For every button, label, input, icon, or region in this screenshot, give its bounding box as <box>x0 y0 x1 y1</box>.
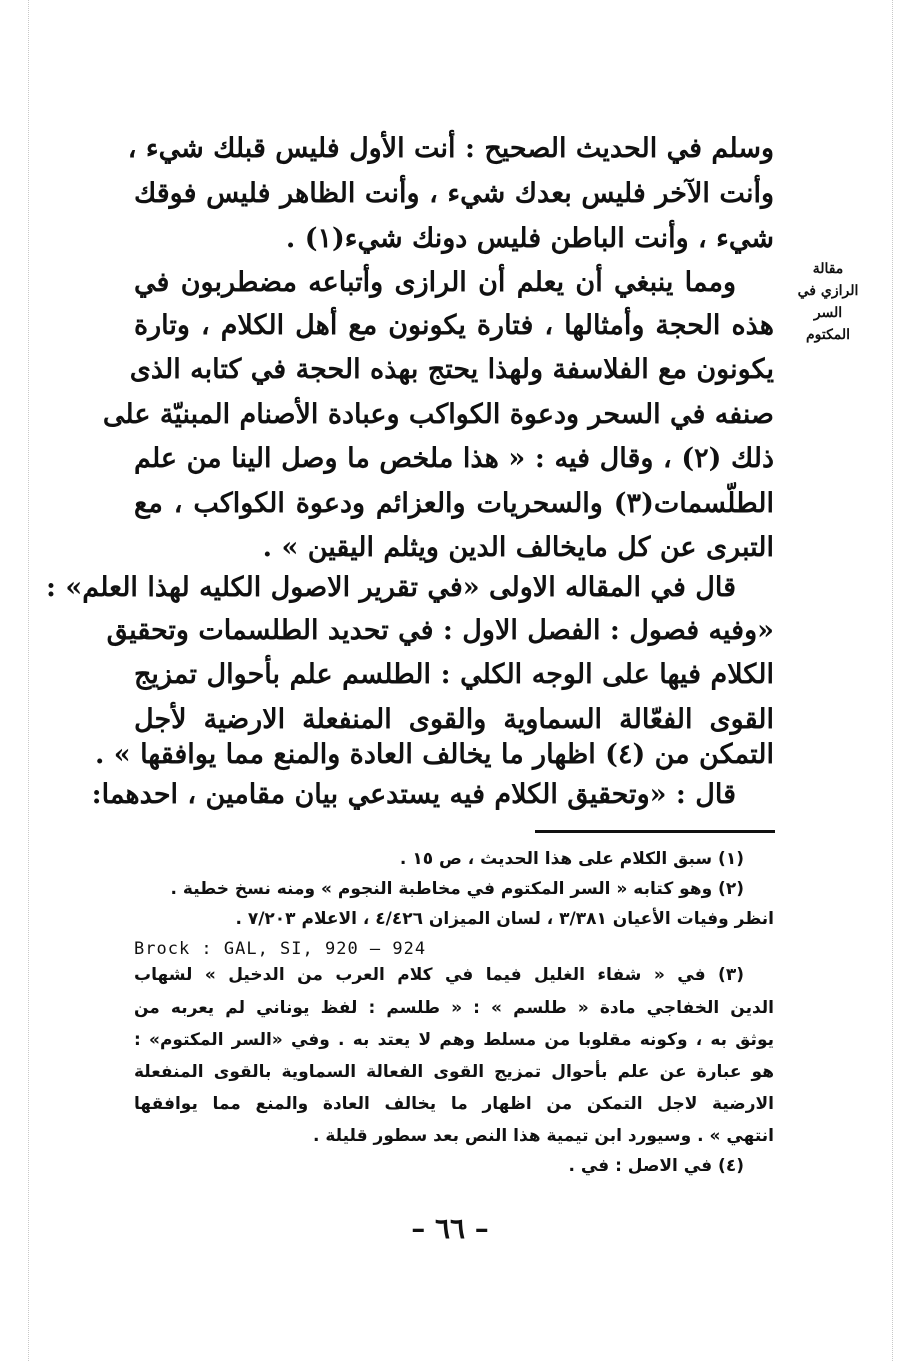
footnote-reference: Brock : GAL, SI, 920 — 924 <box>134 939 427 959</box>
scan-guide-line <box>28 0 29 1361</box>
text-line: الطلّسمات(٣) والسحريات والعزائم ودعوة الكواكب ، مع <box>134 488 774 519</box>
footnote-line: الدين الخفاجي مادة « طلسم » : « طلسم : لفظ يوناني لم يعربه من <box>134 998 774 1018</box>
text-line: وسلم في الحديث الصحيح : أنت الأول فليس قبلك شيء ، <box>127 133 774 164</box>
text-line: الكلام فيها على الوجه الكلي : الطلسم علم بأحوال تمزيج <box>134 659 774 690</box>
text-line: ومما ينبغي أن يعلم أن الرازى وأتباعه مضطربون في <box>134 267 736 298</box>
footnote-line: انظر وفيات الأعيان ٣/٣٨١ ، لسان الميزان ٤/٤٢٦ ، الاعلام ٧/٢٠٣ . <box>235 909 774 929</box>
text-line: قال : «وتحقيق الكلام فيه يستدعي بيان مقامين ، احدهما: <box>91 779 736 810</box>
page-number: – ٦٦ – <box>411 1212 489 1245</box>
footnote-line: (١) سبق الكلام على هذا الحديث ، ص ١٥ . <box>399 849 744 869</box>
text-line: هذه الحجة وأمثالها ، فتارة يكونون مع أهل الكلام ، وتارة <box>134 310 774 341</box>
footnote-separator <box>535 830 775 833</box>
footnote-line: يوثق به ، وكونه مقلوبا من مسلط وهم لا يعتد به . وفي «السر المكتوم» : <box>134 1030 774 1050</box>
text-line: قال في المقاله الاولى «في تقرير الاصول الكليه لهذا العلم» : <box>46 572 736 603</box>
footnote-line: هو عبارة عن علم بأحوال تمزيج القوى الفعالة السماوية بالقوى المنفعلة <box>134 1062 774 1082</box>
footnote-line: الارضية لاجل التمكن من اظهار ما يخالف العادة والمنع مما يوافقها <box>134 1094 774 1114</box>
text-line: شيء ، وأنت الباطن فليس دونك شيء(١) . <box>285 223 774 254</box>
text-line: يكونون مع الفلاسفة ولهذا يحتج بهذه الحجة في كتابه الذى <box>129 354 774 385</box>
text-line: التبرى عن كل مايخالف الدين ويثلم اليقين » . <box>262 532 774 563</box>
footnote-line: (٢) وهو كتابه « السر المكتوم في مخاطبة النجوم » ومنه نسخ خطية . <box>170 879 744 899</box>
text-line: القوى الفعّالة السماوية والقوى المنفعلة الارضية لأجل <box>134 704 774 735</box>
text-line: صنفه في السحر ودعوة الكواكب وعبادة الأصنام المبنيّة على <box>102 399 774 430</box>
margin-note-line: الرازي في السر <box>797 283 859 321</box>
text-line: التمكن من (٤) اظهار ما يخالف العادة والمنع مما يوافقها » . <box>95 739 774 770</box>
margin-note-line: مقالة <box>812 261 844 277</box>
margin-note <box>789 258 867 346</box>
text-line: «وفيه فصول : الفصل الاول : في تحديد الطلسمات وتحقيق <box>106 615 774 646</box>
footnote-line: (٣) في « شفاء الغليل فيما في كلام العرب من الدخيل » لشهاب <box>134 965 744 985</box>
text-line: ذلك (٢) ، وقال فيه : « هذا ملخص ما وصل الينا من علم <box>134 443 774 474</box>
margin-note-line: المكتوم <box>805 327 851 343</box>
footnote-line: (٤) في الاصل : في . <box>568 1156 744 1176</box>
footnote-line: انتهي » . وسيورد ابن تيمية هذا النص بعد سطور قليلة . <box>312 1126 774 1146</box>
text-line: وأنت الآخر فليس بعدك شيء ، وأنت الظاهر فليس فوقك <box>134 178 774 209</box>
scan-guide-line <box>892 0 893 1361</box>
